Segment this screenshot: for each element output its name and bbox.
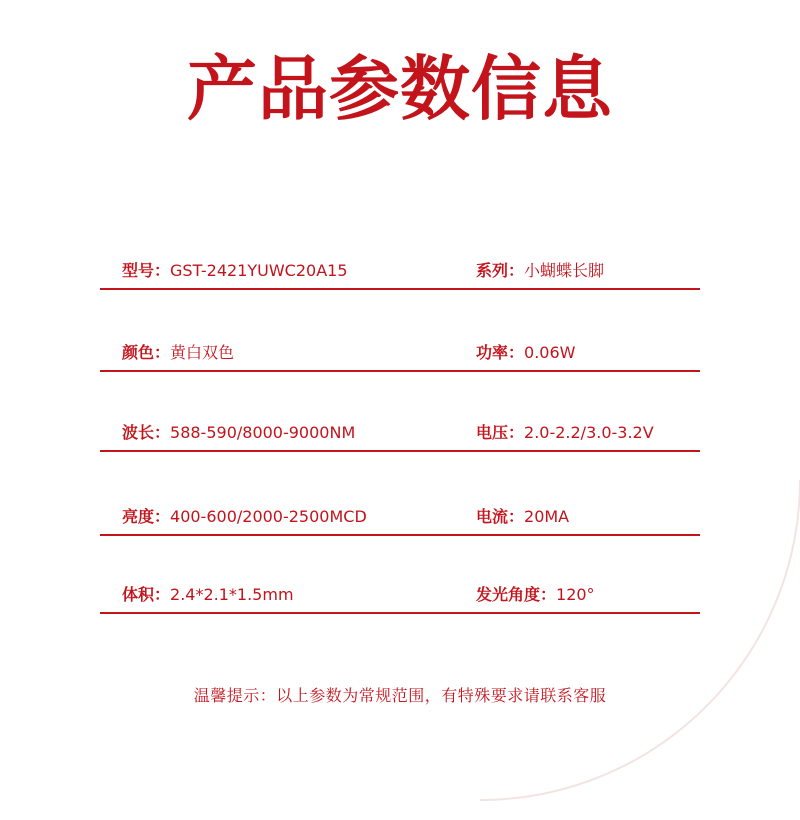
spec-brightness <box>122 506 367 528</box>
spec-value: 2.0-2.2/3.0-3.2V <box>524 423 654 442</box>
row-divider <box>100 534 700 536</box>
spec-value: 20MA <box>524 507 570 526</box>
spec-row-color-power <box>100 332 700 372</box>
spec-size <box>122 584 294 606</box>
spec-row-size-angle <box>100 574 700 614</box>
spec-label: 电压： <box>476 423 525 442</box>
notice-text: 温馨提示：以上参数为常规范围，有特殊要求请联系客服 <box>193 686 607 705</box>
spec-value: 2.4*2.1*1.5mm <box>170 585 294 604</box>
page-title: 产品参数信息 <box>187 48 613 130</box>
spec-row-wavelength-voltage <box>100 412 700 452</box>
spec-value: 黄白双色 <box>170 343 235 362</box>
spec-value: 0.06W <box>524 343 576 362</box>
spec-label: 波长： <box>122 423 171 442</box>
spec-wavelength <box>122 422 355 444</box>
spec-voltage <box>476 422 654 444</box>
spec-value: 120° <box>556 585 595 604</box>
spec-label: 型号： <box>122 261 171 280</box>
spec-value: 400-600/2000-2500MCD <box>170 507 367 526</box>
spec-row-model-series <box>100 250 700 290</box>
spec-value: 588-590/8000-9000NM <box>170 423 356 442</box>
spec-row-brightness-current <box>100 496 700 536</box>
spec-label: 系列： <box>476 261 525 280</box>
spec-beam-angle <box>476 584 595 606</box>
spec-label: 电流： <box>476 507 525 526</box>
spec-current <box>476 506 569 528</box>
spec-series <box>476 260 604 282</box>
spec-label: 颜色： <box>122 343 171 362</box>
spec-label: 亮度： <box>122 507 171 526</box>
row-divider <box>100 450 700 452</box>
spec-power <box>476 342 575 364</box>
spec-value: GST-2421YUWC20A15 <box>170 261 348 280</box>
spec-value: 小蝴蝶长脚 <box>524 261 605 280</box>
spec-label: 体积： <box>122 585 171 604</box>
spec-label: 功率： <box>476 343 525 362</box>
spec-table <box>100 0 700 800</box>
spec-label: 发光角度： <box>476 585 557 604</box>
row-divider <box>100 612 700 614</box>
spec-color <box>122 342 234 364</box>
row-divider <box>100 370 700 372</box>
spec-model <box>122 260 348 282</box>
row-divider <box>100 288 700 290</box>
